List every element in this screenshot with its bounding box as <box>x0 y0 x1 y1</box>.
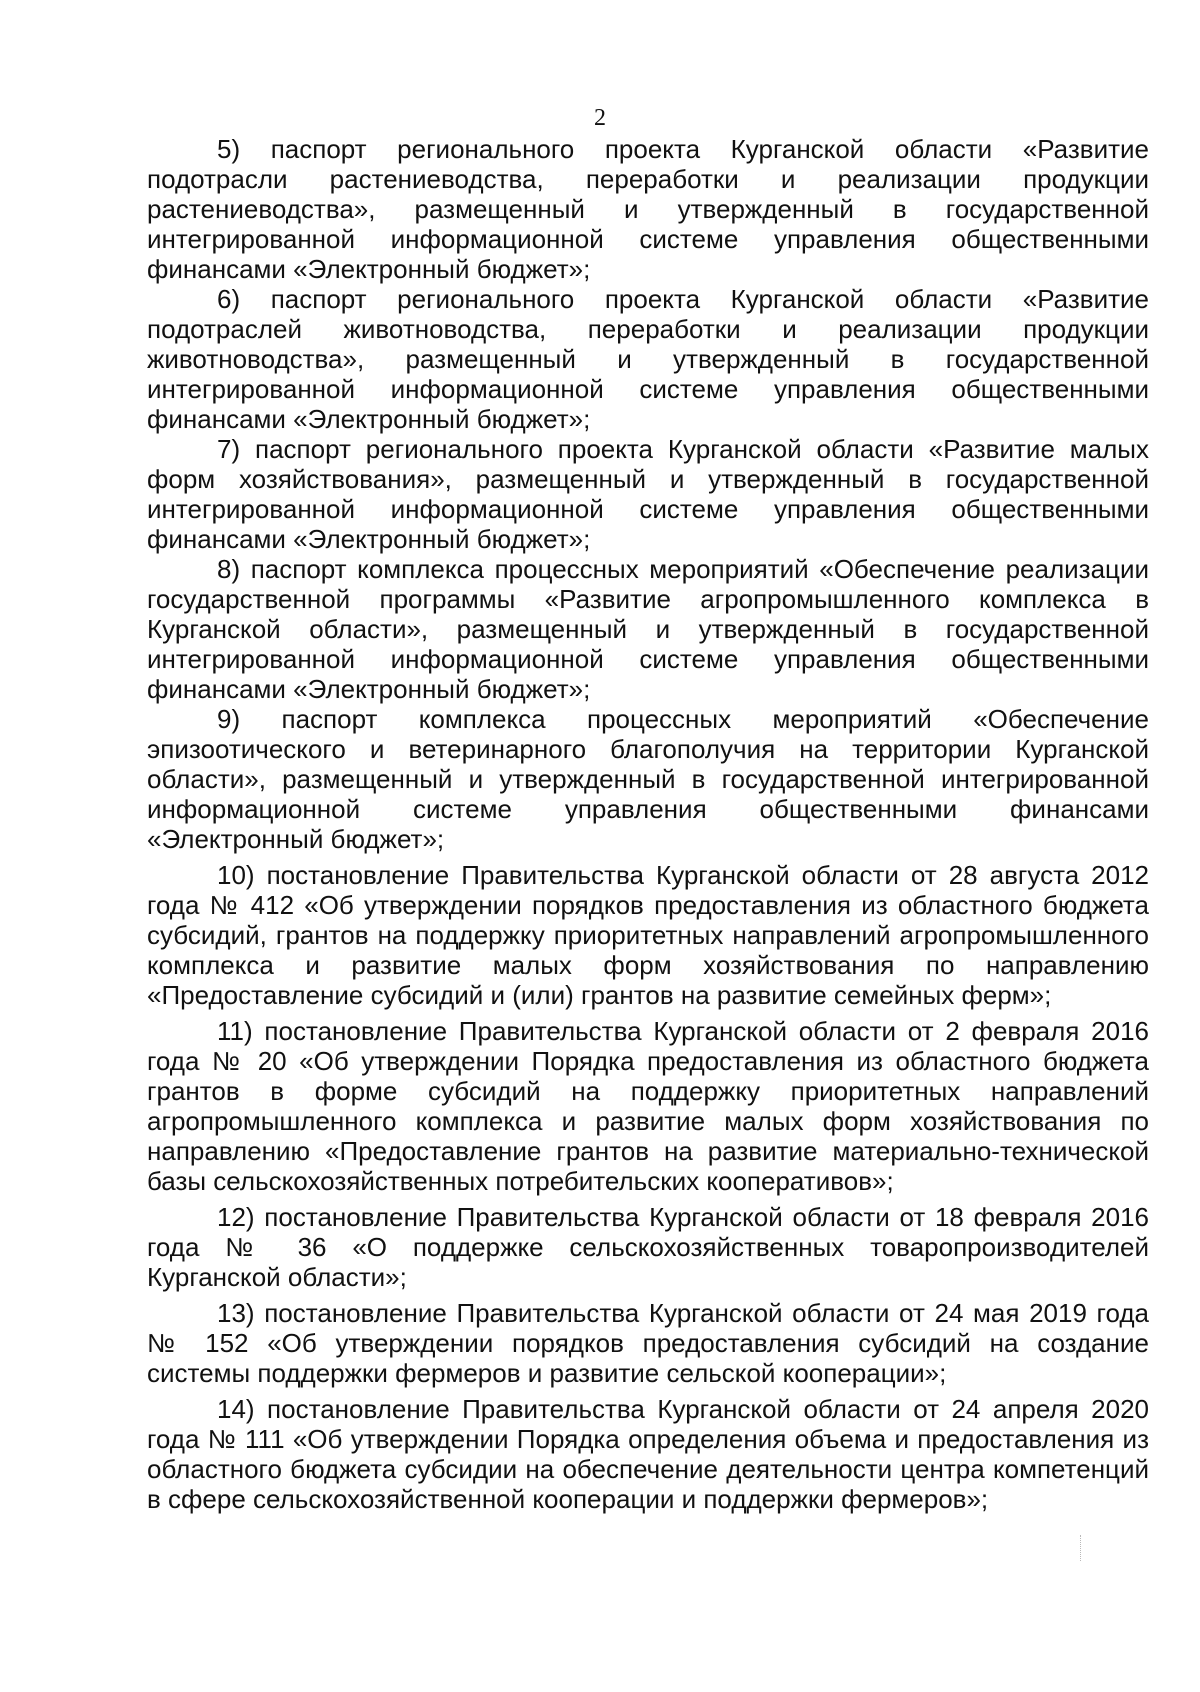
page-number: 2 <box>594 105 606 131</box>
list-item: 7) паспорт регионального проекта Курганской области «Развитие малых форм хозяйствования», размещенный и утвержденный в государственной интегрированной информационной системе управления общественными финансами «Электронный бюджет»; <box>147 434 1149 554</box>
list-item: 10) постановление Правительства Курганской области от 28 августа 2012 года № 412 «Об утверждении порядков предоставления из областного бюджета субсидий, грантов на поддержку приоритетных направлений агропромышленного комплекса и развитие малых форм хозяйствования по направлению «Предоставление субсидий и (или) грантов на развитие семейных ферм»; <box>147 860 1149 1010</box>
list-item: 9) паспорт комплекса процессных мероприятий «Обеспечение эпизоотического и ветеринарного благополучия на территории Курганской области», размещенный и утвержденный в государственной интегрированной информационной системе управления общественными финансами «Электронный бюджет»; <box>147 704 1149 854</box>
list-item: 5) паспорт регионального проекта Курганской области «Развитие подотрасли растениеводства, переработки и реализации продукции растениеводства», размещенный и утвержденный в государственной интегрированной информационной системе управления общественными финансами «Электронный бюджет»; <box>147 134 1149 284</box>
list-item: 14) постановление Правительства Курганской области от 24 апреля 2020 года № 111 «Об утверждении Порядка определения объема и предоставления из областного бюджета субсидии на обеспечение деятельности центра компетенций в сфере сельскохозяйственной кооперации и поддержки фермеров»; <box>147 1394 1149 1514</box>
list-item: 6) паспорт регионального проекта Курганской области «Развитие подотраслей животноводства, переработки и реализации продукции животноводства», размещенный и утвержденный в государственной интегрированной информационной системе управления общественными финансами «Электронный бюджет»; <box>147 284 1149 434</box>
list-item: 11) постановление Правительства Курганской области от 2 февраля 2016 года № 20 «Об утверждении Порядка предоставления из областного бюджета грантов в форме субсидий на поддержку приоритетных направлений агропромышленного комплекса и развитие малых форм хозяйствования по направлению «Предоставление грантов на развитие материально-технической базы сельскохозяйственных потребительских кооперативов»; <box>147 1016 1149 1196</box>
scan-artifact <box>1080 1535 1082 1561</box>
list-item: 8) паспорт комплекса процессных мероприятий «Обеспечение реализации государственной программы «Развитие агропромышленного комплекса в Курганской области», размещенный и утвержденный в государственной интегрированной информационной системе управления общественными финансами «Электронный бюджет»; <box>147 554 1149 704</box>
list-item: 13) постановление Правительства Курганской области от 24 мая 2019 года № 152 «Об утверждении порядков предоставления субсидий на создание системы поддержки фермеров и развитие сельской кооперации»; <box>147 1298 1149 1388</box>
document-body <box>147 134 1149 1514</box>
list-item: 12) постановление Правительства Курганской области от 18 февраля 2016 года № 36 «О поддержке сельскохозяйственных товаропроизводителей Курганской области»; <box>147 1202 1149 1292</box>
